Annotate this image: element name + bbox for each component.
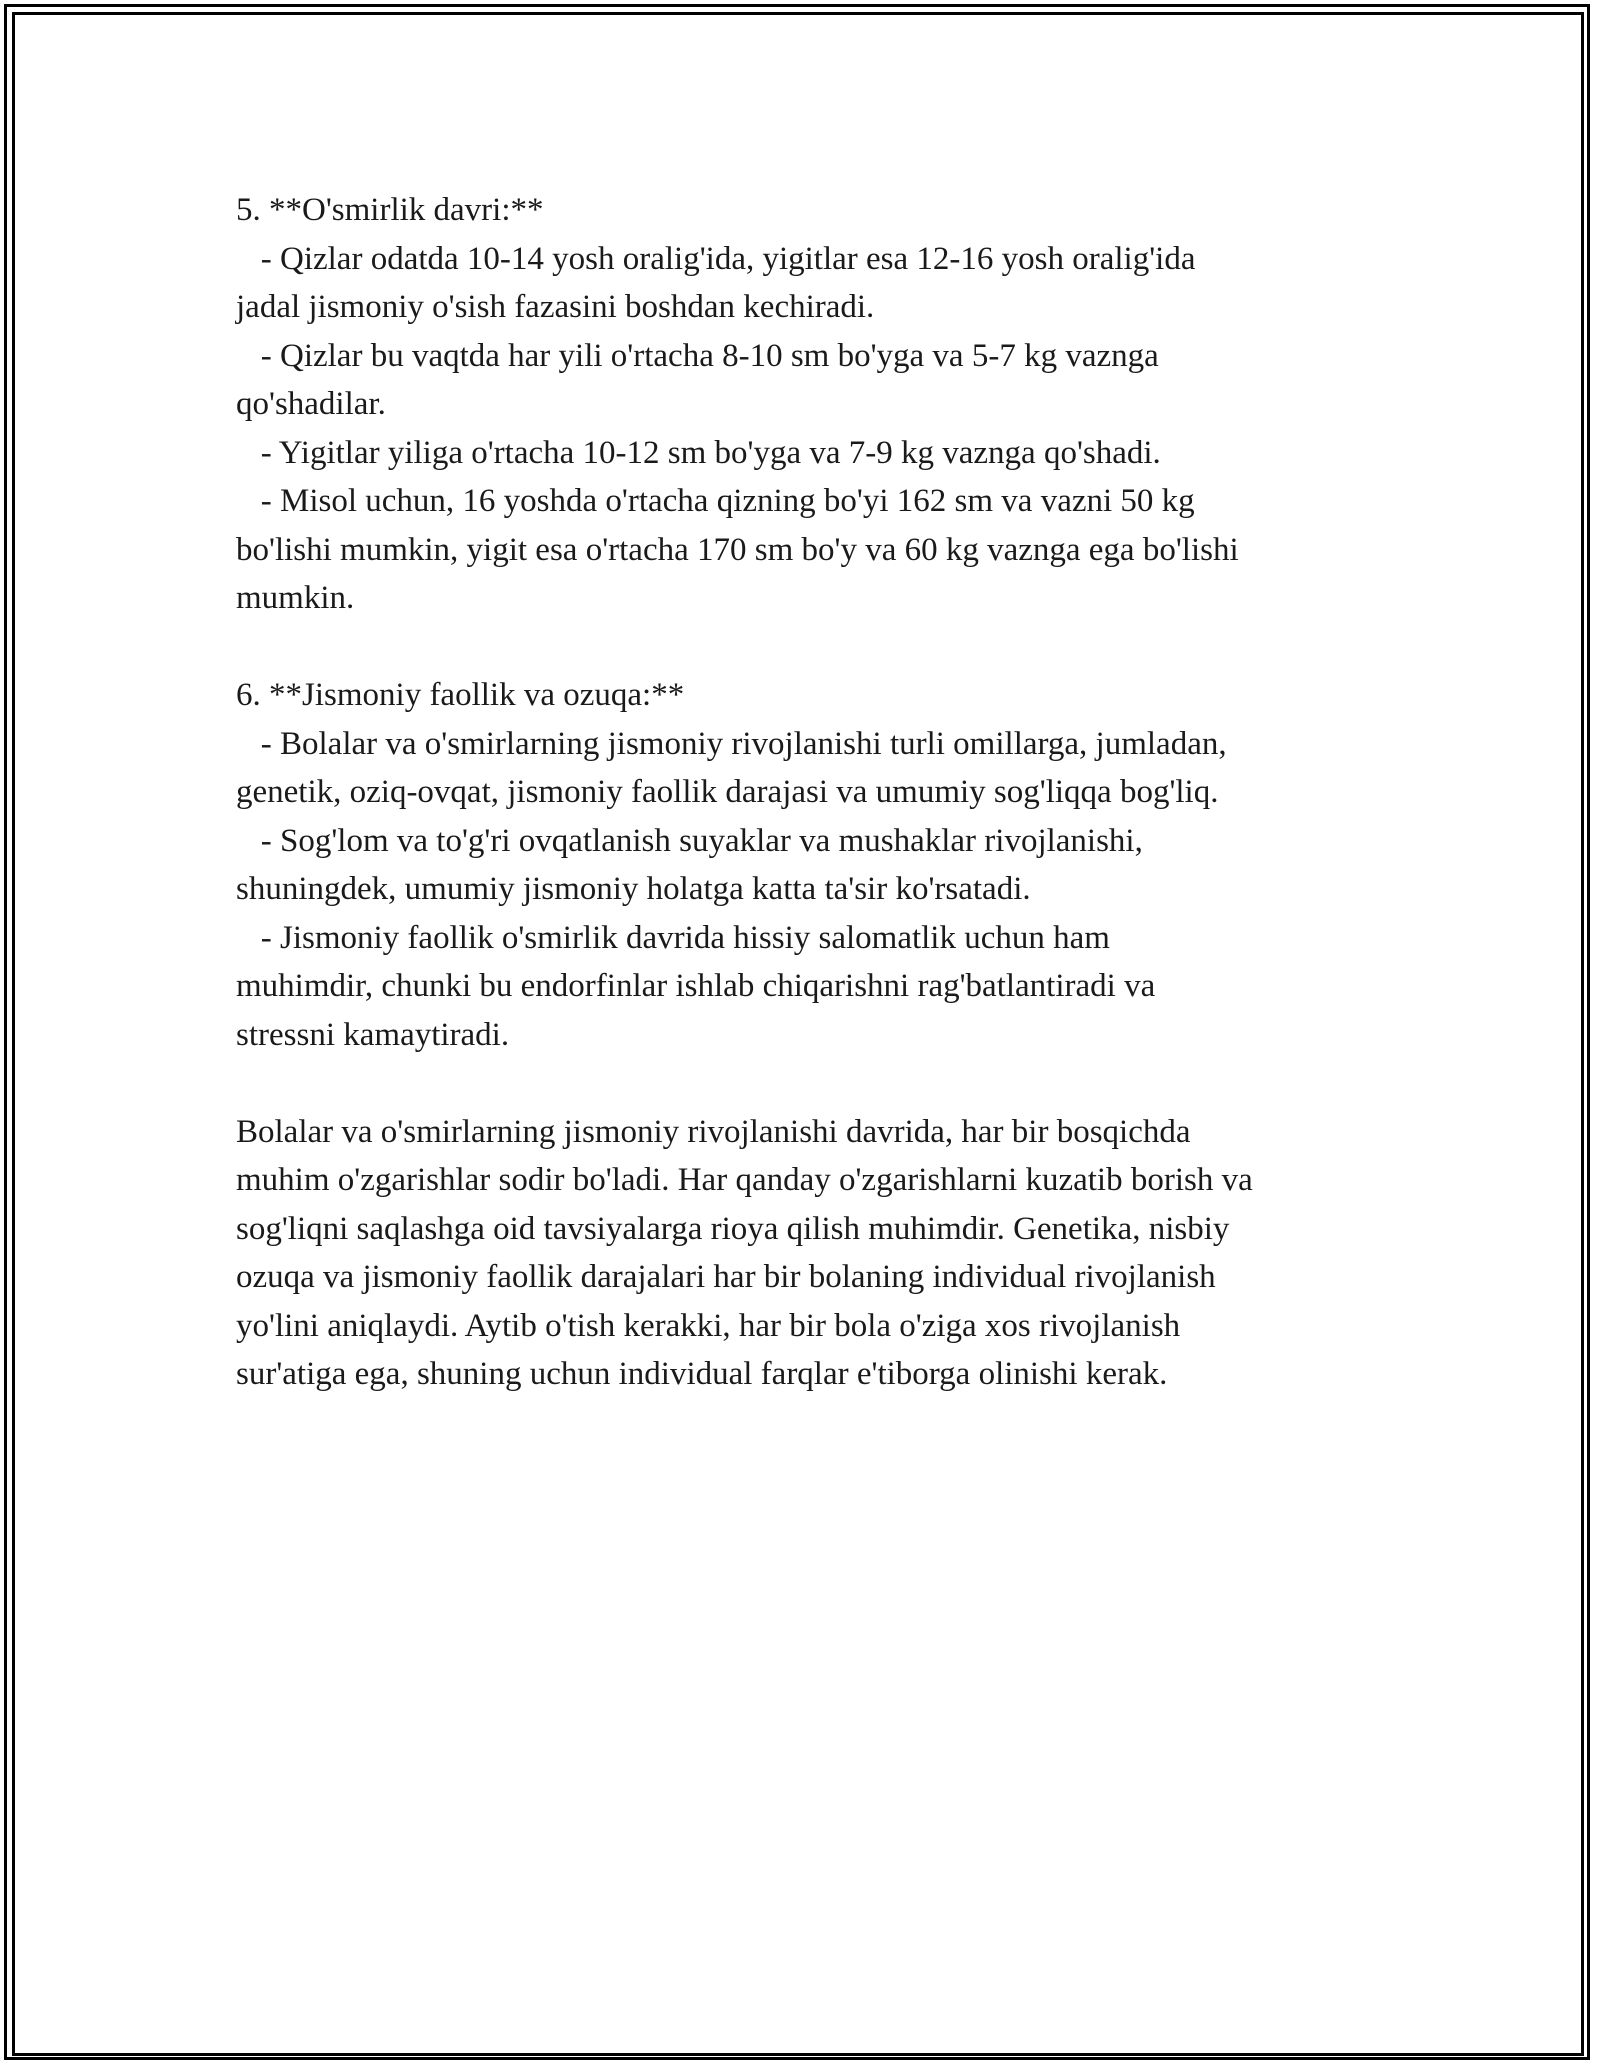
section-6-line-7: stressni kamaytiradi. (236, 1016, 510, 1053)
section-5-line-8: mumkin. (236, 580, 355, 616)
paragraph-spacer (236, 623, 1386, 672)
section-5-line-7: bo'lishi mumkin, yigit esa o'rtacha 170 sm bo'y va 60 kg vaznga ega bo'lishi (236, 531, 1239, 568)
section-6-line-5: - Jismoniy faollik o'smirlik davrida hissiy salomatlik uchun ham (236, 919, 1110, 956)
conclusion-line-1: Bolalar va o'smirlarning jismoniy rivojlanishi davrida, har bir bosqichda (236, 1113, 1191, 1150)
section-6-heading: 6. **Jismoniy faollik va ozuqa:** (236, 677, 685, 713)
section-5-line-5: - Yigitlar yiliga o'rtacha 10-12 sm bo'yga va 7-9 kg vaznga qo'shadi. (236, 434, 1161, 471)
section-5-line-2: jadal jismoniy o'sish fazasini boshdan kechiradi. (236, 289, 875, 325)
section-6 (236, 671, 1386, 1059)
section-5-line-4: qo'shadilar. (236, 386, 386, 422)
section-6-line-3: - Sog'lom va to'g'ri ovqatlanish suyaklar va mushaklar rivojlanishi, (236, 822, 1143, 859)
conclusion-line-5: yo'lini aniqlaydi. Aytib o'tish kerakki, har bir bola o'ziga xos rivojlanish (236, 1307, 1181, 1344)
section-6-line-2: genetik, oziq-ovqat, jismoniy faollik darajasi va umumiy sog'liqqa bog'liq. (236, 774, 1219, 810)
section-6-line-6: muhimdir, chunki bu endorfinlar ishlab chiqarishni rag'batlantiradi va (236, 968, 1156, 1004)
conclusion-line-3: sog'liqni saqlashga oid tavsiyalarga rioya qilish muhimdir. Genetika, nisbiy (236, 1210, 1230, 1247)
conclusion-paragraph (236, 1108, 1386, 1399)
section-5 (236, 186, 1386, 623)
paragraph-spacer (236, 1059, 1386, 1108)
section-6-line-4: shuningdek, umumiy jismoniy holatga katta ta'sir ko'rsatadi. (236, 871, 1031, 907)
section-5-line-3: - Qizlar bu vaqtda har yili o'rtacha 8-10 sm bo'yga va 5-7 kg vaznga (236, 337, 1159, 374)
conclusion-line-2: muhim o'zgarishlar sodir bo'ladi. Har qanday o'zgarishlarni kuzatib borish va (236, 1162, 1253, 1198)
document-body (236, 186, 1386, 1399)
conclusion-line-6: sur'atiga ega, shuning uchun individual farqlar e'tiborga olinishi kerak. (236, 1356, 1168, 1392)
section-5-heading: 5. **O'smirlik davri:** (236, 192, 544, 228)
section-6-line-1: - Bolalar va o'smirlarning jismoniy rivojlanishi turli omillarga, jumladan, (236, 725, 1227, 762)
conclusion-line-4: ozuqa va jismoniy faollik darajalari har bir bolaning individual rivojlanish (236, 1259, 1216, 1295)
section-5-line-1: - Qizlar odatda 10-14 yosh oralig'ida, yigitlar esa 12-16 yosh oralig'ida (236, 240, 1196, 277)
section-5-line-6: - Misol uchun, 16 yoshda o'rtacha qizning bo'yi 162 sm va vazni 50 kg (236, 483, 1195, 519)
